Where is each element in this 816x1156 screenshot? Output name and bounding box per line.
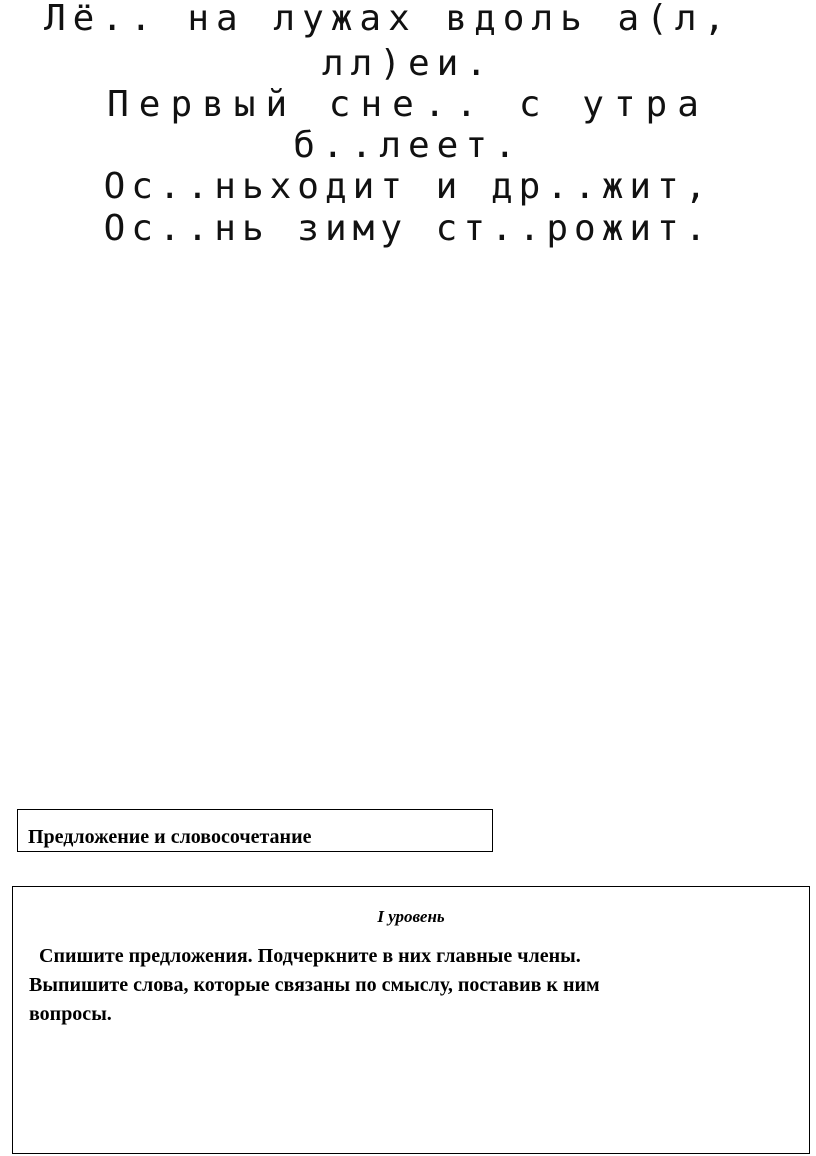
- section-title: Предложение и словосочетание: [28, 826, 312, 848]
- section-title-box: [17, 809, 493, 852]
- instruction-line-1: Спишите предложения. Подчеркните в них главные члены.: [39, 945, 581, 967]
- poem-line-3: Первый сне.. с утра: [107, 84, 709, 125]
- instruction-line-2: Выпишите слова, которые связаны по смыслу, поставив к ним: [29, 974, 600, 996]
- task-box: [12, 886, 810, 1154]
- poem-line-6: Ос..нь зиму ст..рожит.: [103, 208, 713, 249]
- poem-line-2: лл)еи.: [321, 43, 495, 84]
- level-title: I уровень: [377, 907, 445, 926]
- poem-line-5: Ос..ньходит и др..жит,: [103, 166, 713, 207]
- poem-line-1: Лё.. на лужах вдоль а(л,: [44, 0, 733, 39]
- instruction-line-3: вопросы.: [29, 1003, 112, 1025]
- poem-line-4: б..леет.: [293, 125, 523, 166]
- task-instructions: [29, 942, 729, 1029]
